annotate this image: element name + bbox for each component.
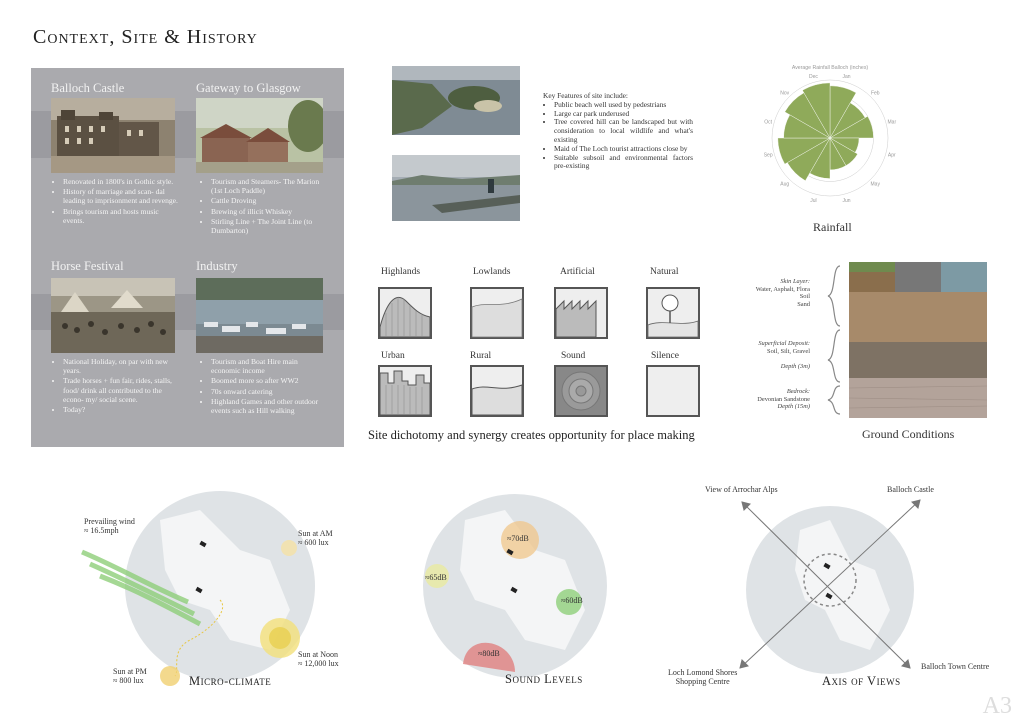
wind-value: ≈ 16.5mph [84,526,119,535]
sound-icon [554,365,608,417]
lowlands-icon [470,287,524,339]
axis-of-views-caption: Axis of Views [822,674,901,688]
layer-brackets [822,262,846,418]
label-65db: ≈65dB [425,573,447,582]
rainfall-month-label: May [870,181,880,188]
bullet: • Today? [63,405,181,414]
heading-industry: Industry [196,259,238,273]
list-gateway [199,177,329,236]
label-highlands: Highlands [381,267,421,277]
rainfall-month-label: Oct [764,119,773,126]
sun-am-value: ≈ 600 lux [298,538,329,547]
urban-icon [378,365,432,417]
sun-am-text: Sun at AM [298,529,333,538]
skin-title: Skin Layer: [780,278,810,285]
rainfall-month-label: Sep [763,152,773,159]
bullet: • Renovated in 1800's in Gothic style. [63,177,181,186]
sun-pm-icon [160,666,180,686]
rainfall-month-label: Nov [780,90,790,97]
feature-item: • Public beach well used by pedestrians [554,101,693,110]
label-silence: Silence [651,351,679,361]
bullet: • Highland Games and other outdoor events such as Hill walking [211,397,329,415]
page-number: A3 [982,693,1012,719]
bedrock-note [740,388,810,411]
typology-caption: Site dichotomy and synergy creates opportunity for place making [368,428,695,442]
sun-noon-label [298,650,339,668]
rainfall-month-label: Jun [842,197,851,204]
artificial-icon [554,287,608,339]
sun-pm-label [113,667,147,685]
label-natural: Natural [650,267,679,277]
photo-horse-festival [51,278,175,353]
rainfall-month-label: Aug [780,181,790,188]
sun-am-label [298,529,333,547]
bullet: • Boomed more so after WW2 [211,376,329,385]
rainfall-month-label: Feb [870,90,880,97]
sun-noon-value: ≈ 12,000 lux [298,659,339,668]
rainfall-month-label: Jan [842,74,851,81]
superficial-note [740,340,810,371]
photo-gateway [196,98,323,173]
history-panel [31,68,344,447]
bedrock-title: Bedrock: [786,388,810,395]
wind-label [84,517,135,535]
bullet: • Stirling Line + The Joint Line (to Dumbarton) [211,217,329,235]
rainfall-month-label: Dec [808,74,818,81]
label-70db: ≈70dB [507,534,529,543]
list-industry [199,357,329,416]
label-shores [668,668,737,686]
bullet: • National Holiday, on par with new years. [63,357,181,375]
label-rural: Rural [470,351,492,361]
label-artificial: Artificial [560,267,595,277]
rainfall-chart-title: Average Rainfall Balloch (inches) [791,65,869,71]
photo-industry [196,278,323,353]
sun-pm-value: ≈ 800 lux [113,676,144,685]
skin-item: Soil [799,293,810,301]
micro-climate-caption: Micro-climate [189,674,272,688]
rainfall-label: Rainfall [813,220,852,234]
rural-icon [470,365,524,417]
skin-item: Water, Asphalt, Flora [755,285,810,293]
list-balloch [51,177,181,226]
skin-item: Sand [797,300,810,308]
heading-balloch-castle: Balloch Castle [51,81,125,95]
heading-gateway: Gateway to Glasgow [196,81,301,95]
bullet: • Cattle Droving [211,196,329,205]
rainfall-month-label: Jul [810,197,817,204]
bullet: • Brewing of illicit Whiskey [211,207,329,216]
bullet: • 70s onward catering [211,387,329,396]
skin-layer-note [740,278,810,308]
ground-conditions-label: Ground Conditions [862,427,955,441]
label-town-centre: Balloch Town Centre [921,662,990,671]
heading-horse-festival: Horse Festival [51,259,124,273]
feature-item: • Large car park underused [554,110,693,119]
feature-item: • Maid of The Loch tourist attractions close by [554,145,693,154]
key-features-intro: Key Features of site include: [543,91,628,100]
sound-levels-caption: Sound Levels [505,672,583,686]
label-shores-line1: Loch Lomond Shores [668,668,738,677]
wind-text: Prevailing wind [84,517,135,526]
sun-noon-text: Sun at Noon [298,650,338,659]
label-sound: Sound [561,351,586,361]
bullet: • Tourism and Boat Hire main economic income [211,357,329,375]
label-balloch-castle: Balloch Castle [887,485,934,494]
label-80db: ≈80dB [478,649,500,658]
label-shores-line2: Shopping Centre [675,677,730,686]
label-60db: ≈60dB [561,596,583,605]
bullet: • History of marriage and scan- dal leading to imprisonment and revenge. [63,187,181,205]
page-title: Context, Site & History [33,26,258,48]
silence-icon [646,365,700,417]
axis-of-views-diagram [700,490,1010,690]
rainfall-month-label: Apr [887,152,896,159]
superficial-item: Soil, Silt, Gravel [767,347,810,355]
bedrock-item: Devonian Sandstone [757,395,810,403]
list-horse [51,357,181,415]
bullet: • Tourism and Steamers- The Marion (1st Loch Paddle) [211,177,329,195]
label-urban: Urban [381,351,405,361]
natural-icon [646,287,700,339]
photo-balloch-castle [51,98,175,173]
feature-item: • Suitable subsoil and environmental factors pre-existing [554,154,693,172]
sun-pm-text: Sun at PM [113,667,147,676]
bullet: • Trade horses + fun fair, rides, stalls, food/ drink all contributed to the econo- my/ social scene. [63,376,181,404]
label-arrochar: View of Arrochar Alps [705,485,778,494]
superficial-depth: Depth (3m) [780,363,810,371]
bedrock-depth: Depth (15m) [777,403,810,411]
ground-section-photo [849,262,987,418]
sound-levels-diagram [415,490,615,685]
bullet: • Brings tourism and hosts music events. [63,207,181,225]
highlands-icon [378,287,432,339]
site-aerial-photo [392,66,520,135]
rainfall-month-label: Mar [887,119,897,126]
sun-am-icon [281,540,297,556]
label-lowlands: Lowlands [473,267,511,277]
superficial-title: Superficial Deposit: [758,340,810,347]
site-loch-photo [392,155,520,221]
rainfall-chart [760,60,900,205]
feature-item: • Tree covered hill can be landscaped but with consideration to local wildlife and what's existing [554,118,693,144]
key-features [543,92,693,171]
